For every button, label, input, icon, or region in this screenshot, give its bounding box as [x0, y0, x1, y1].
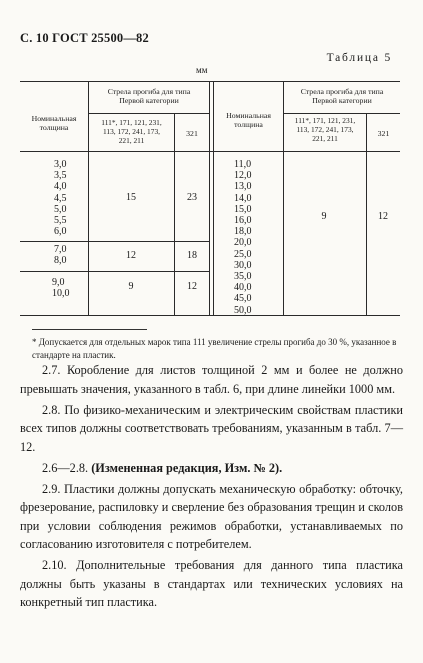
thickness-value: 12,0: [234, 170, 252, 182]
thickness-value: 4,5: [54, 192, 67, 204]
thickness-value: 3,0: [54, 159, 67, 170]
right-sub-types-header: 111*, 171, 121, 231, 113, 172, 241, 173, 221, 211: [294, 116, 356, 143]
paragraph-2-10: 2.10. Дополнительные требования для данного типа пластика должны быть указаны в стандартах или технических условиях на конкретный тип пластика.: [20, 558, 403, 609]
paragraph-2-9: 2.9. Пластики должны допускать механическую обработку: обточку, фрезерование, распиловку и сверление без образования трещин и сколов при условии соблюдения режимов обработки, устанавливаемых по согласованию изготовителя с потребителем.: [20, 481, 403, 551]
thickness-value: 16,0: [234, 215, 252, 227]
thickness-value: 30,0: [234, 259, 252, 271]
left-thickness-group-2: [54, 244, 67, 266]
page-header: С. 10 ГОСТ 25500—82: [20, 31, 149, 45]
right-value-321: 12: [378, 211, 388, 222]
thickness-value: 10,0: [52, 288, 70, 300]
thickness-value: 14,0: [234, 192, 252, 204]
thickness-value: 4,0: [54, 181, 67, 193]
right-value-types: 9: [321, 211, 327, 222]
right-sub-321-header: 321: [377, 129, 390, 138]
left-group-header: Стрела прогиба для типа Первой категории: [107, 87, 191, 105]
left-value-types-group-3: 9: [128, 281, 134, 292]
left-value-321-group-3: 12: [187, 281, 197, 292]
right-thickness-header: Номинальная толщина: [226, 111, 271, 129]
thickness-value: 6,0: [54, 226, 67, 238]
table-title: Таблица 5: [326, 52, 392, 64]
thickness-value: 50,0: [234, 304, 252, 316]
change-note: (Измененная редакция, Изм. № 2).: [91, 460, 283, 475]
left-thickness-header: Номинальная толщина: [31, 114, 77, 132]
thickness-value: 40,0: [234, 282, 252, 294]
thickness-value: 8,0: [54, 255, 67, 267]
paragraph-2-6-2-8-change: [20, 459, 403, 478]
right-group-header: Стрела прогиба для типа Первой категории: [300, 87, 384, 105]
left-thickness-group-3: [52, 277, 70, 299]
right-thickness-list: [234, 159, 252, 316]
thickness-value: 15,0: [234, 203, 252, 215]
footnote: * Допускается для отдельных марок типа 111 увеличение стрелы прогиба до 30 %, указанное в стандарте на пластик.: [32, 337, 397, 360]
thickness-value: 5,5: [54, 215, 67, 227]
thickness-value: 13,0: [234, 181, 252, 193]
body-text: [20, 361, 403, 614]
thickness-value: 11,0: [234, 159, 252, 170]
thickness-value: 9,0: [52, 277, 65, 288]
left-value-types-group-1: 15: [126, 192, 136, 203]
footnote-rule: [32, 329, 147, 330]
change-prefix: 2.6—2.8.: [42, 460, 89, 475]
thickness-value: 25,0: [234, 248, 252, 260]
thickness-value: 35,0: [234, 271, 252, 283]
paragraph-2-7: 2.7. Коробление для листов толщиной 2 мм и более не должно превышать значения, указанного в табл. 6, при длине линейки 1000 мм.: [20, 363, 403, 396]
left-sub-321-header: 321: [186, 129, 198, 138]
thickness-value: 20,0: [234, 237, 252, 249]
thickness-value: 18,0: [234, 226, 252, 238]
left-thickness-group-1: [54, 159, 67, 237]
left-sub-types-header: 111*, 171, 121, 231, 113, 172, 241, 173, 221, 211: [101, 118, 162, 145]
thickness-value: 3,5: [54, 170, 67, 182]
thickness-value: 7,0: [54, 244, 67, 255]
paragraph-2-8: 2.8. По физико-механическим и электрическим свойствам пластики всех типов должны соответствовать требованиям, указанным в табл. 7—12.: [20, 402, 403, 454]
table-5: [20, 81, 400, 316]
left-value-types-group-2: 12: [126, 250, 136, 261]
thickness-value: 45,0: [234, 293, 252, 305]
table-units: мм: [196, 65, 208, 75]
left-value-321-group-2: 18: [187, 250, 197, 261]
thickness-value: 5,0: [54, 203, 67, 215]
left-value-321-group-1: 23: [187, 192, 197, 203]
